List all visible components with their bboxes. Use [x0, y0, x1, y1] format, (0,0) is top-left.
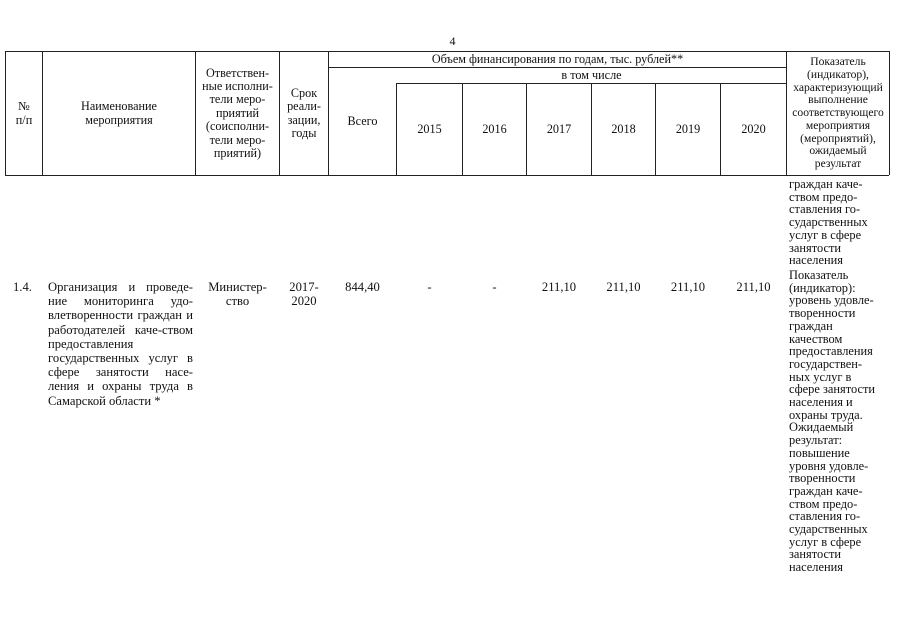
header-year-2017: 2017: [546, 121, 572, 136]
row-indicator-line: населения и: [789, 395, 853, 410]
row-term: 2017- 2020: [289, 280, 319, 308]
continued-indicator-line: занятости: [789, 240, 842, 255]
header-year-2018: 2018: [611, 121, 636, 136]
row-num: 1.4.: [13, 280, 32, 294]
col-line-12: [889, 51, 890, 175]
continued-indicator-line: ставления го-: [789, 202, 861, 217]
row-executor: Министер- ство: [208, 280, 267, 308]
continued-indicator-line: граждан каче-: [789, 177, 863, 191]
header-funding: Объем финансирования по годам, тыс. рублей**: [431, 51, 684, 66]
row-value-2018: 211,10: [606, 280, 641, 294]
header-year-2016: 2016: [482, 121, 507, 136]
continued-indicator-line: услуг в сфере: [789, 227, 862, 242]
row-indicator-line: творенности: [789, 471, 856, 486]
header-name: Наименование мероприятия: [81, 99, 157, 127]
header-including: в том числе: [561, 67, 622, 82]
row-indicator-line: граждан каче-: [789, 483, 863, 498]
row-value-2020: 211,10: [736, 280, 771, 294]
row-indicator-line: сударственных: [789, 522, 868, 537]
row-indicator-line: ставления го-: [789, 509, 861, 524]
continued-indicator-line: сударственных: [789, 215, 868, 230]
row-indicator-line: результат:: [789, 433, 843, 448]
header-term: Срок реали- зации, годы: [287, 85, 321, 140]
row-indicator-line: охраны труда.: [789, 407, 863, 422]
row-indicator-line: качеством: [789, 331, 843, 346]
row-indicator-line: государствен-: [789, 356, 862, 371]
row-indicator-line: сфере занятости: [789, 382, 875, 397]
row-total: 844,40: [345, 280, 380, 294]
row-indicator-line: ных услуг в: [789, 369, 852, 384]
row-name: Организация и проведе-ние мониторинга удо-влетворенности граждан и работодателей каче-ством предоставления государственных услуг в сфере занятости насе-ления и охраны труда в Самарской области *: [48, 280, 193, 408]
row-value-2017: 211,10: [541, 280, 577, 294]
header-executors: Ответствен- ные исполни- тели меро- приятий (соисполни- тели меро- приятий): [202, 65, 273, 161]
continued-indicator-line: ством предо-: [789, 189, 858, 204]
row-indicator-line: (индикатор):: [789, 280, 856, 295]
row-indicator-line: ством предо-: [789, 496, 858, 511]
header-indicator: Показатель (индикатор), характеризующий выполнение соответствующего мероприятия (мероприятий), ожидаемый результат: [792, 54, 884, 171]
header-num: № п/п: [15, 99, 33, 127]
row-indicator-line: творенности: [789, 306, 856, 321]
continued-indicator-line: населения: [789, 253, 843, 268]
row-indicator-line: уровня удовле-: [789, 458, 869, 473]
row-indicator-line: предоставления: [789, 344, 873, 359]
row-indicator-line: уровень удовле-: [789, 293, 874, 308]
row-indicator-line: услуг в сфере: [789, 534, 862, 549]
row-value-2019: 211,10: [670, 280, 706, 294]
row-indicator-line: Ожидаемый: [789, 420, 854, 435]
row-indicator-line: занятости: [789, 547, 842, 562]
row-indicator-line: граждан: [789, 318, 833, 333]
header-year-2020: 2020: [741, 121, 766, 136]
row-indicator-line: повышение: [789, 445, 850, 460]
row-value-2015: -: [427, 280, 432, 294]
header-year-2019: 2019: [675, 121, 701, 136]
header-total: Всего: [347, 113, 378, 128]
page-number: 4: [449, 34, 456, 48]
row-value-2016: -: [492, 280, 497, 294]
table-header-bottom: [5, 175, 889, 176]
continued-indicator: [789, 178, 888, 267]
row-indicator-line: Показатель: [789, 268, 849, 282]
row-indicator: [789, 269, 888, 574]
header-year-2015: 2015: [417, 121, 442, 136]
row-indicator-line: населения: [789, 560, 843, 575]
